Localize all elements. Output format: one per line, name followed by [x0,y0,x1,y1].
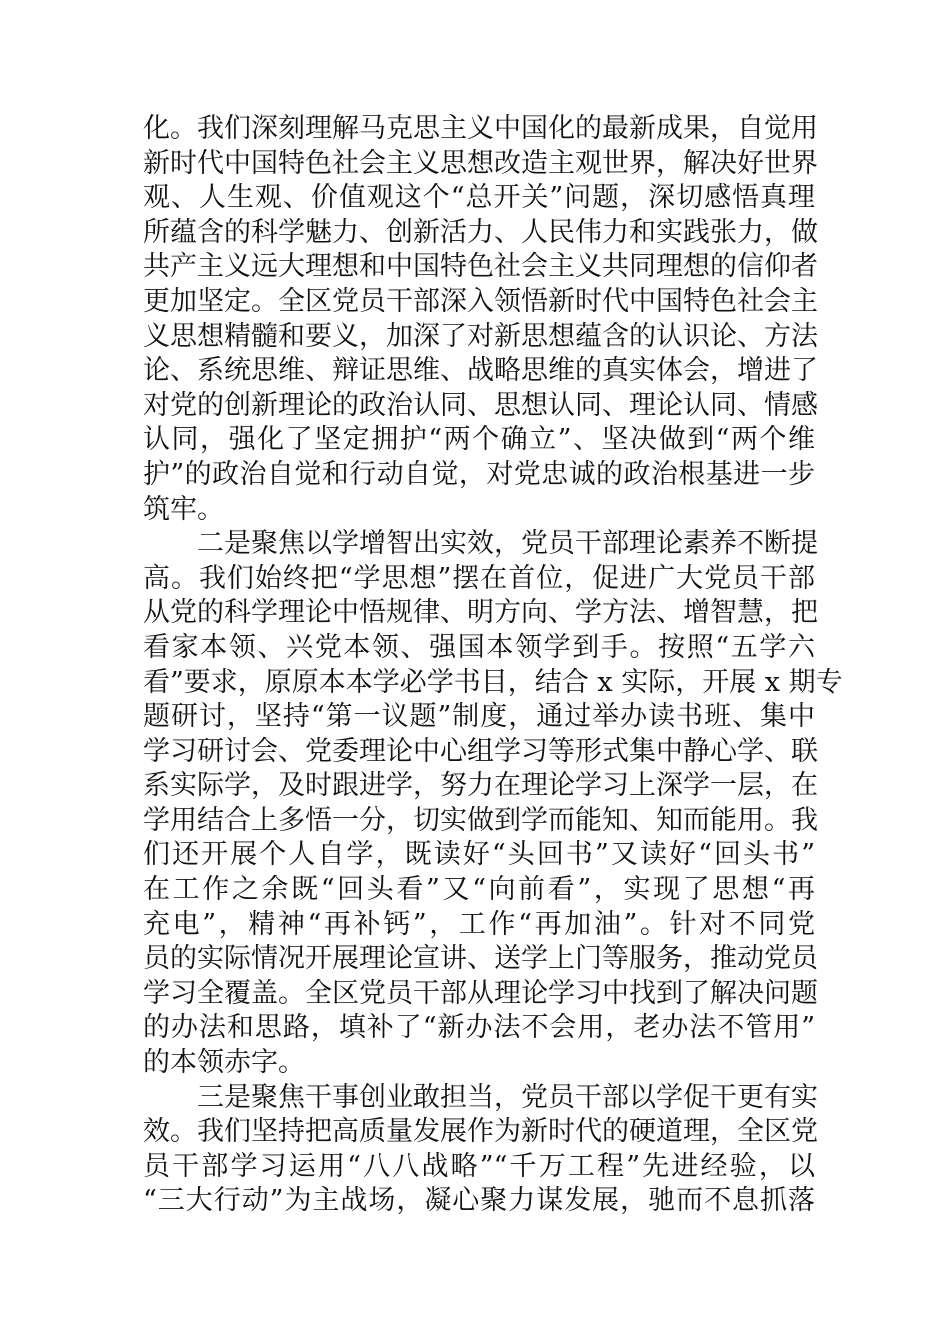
text-line: 义思想精髓和要义，加深了对新思想蕴含的认识论、方法 [143,320,818,352]
text-line: 题研讨，坚持“第一议题”制度，通过举办读书班、集中 [143,701,815,733]
text-line: 们还开展个人自学，既读好“头回书”又读好“回头书” [143,839,815,871]
text-line: 更加坚定。全区党员干部深入领悟新时代中国特色社会主 [143,285,818,317]
text-line: 筑牢。 [143,493,224,525]
text-line: 认同，强化了坚定拥护“两个确立”、坚决做到“两个维 [143,424,815,456]
text-line: 学习研讨会、党委理论中心组学习等形式集中静心学、联 [143,735,818,767]
text-line: 学习全覆盖。全区党员干部从理论学习中找到了解决问题 [143,977,818,1009]
text-line: 员的实际情况开展理论宣讲、送学上门等服务，推动党员 [143,943,818,975]
text-line: 高。我们始终把“学思想”摆在首位，促进广大党员干部 [143,562,815,594]
text-line: “三大行动”为主战场，凝心聚力谋发展，驰而不息抓落 [143,1185,815,1217]
text-line: 共产主义远大理想和中国特色社会主义共同理想的信仰者 [143,251,818,283]
text-line: 在工作之余既“回头看”又“向前看”，实现了思想“再 [143,874,815,906]
text-line: 看”要求，原原本本学必学书目，结合 x 实际，开展 x 期专 [143,666,843,698]
document-body [143,112,843,1219]
text-line: 的办法和思路，填补了“新办法不会用，老办法不管用” [143,1012,815,1044]
text-line: 员干部学习运用“八八战略”“千万工程”先进经验，以 [143,1150,815,1182]
text-line: 充电”，精神“再补钙”，工作“再加油”。针对不同党 [143,908,815,940]
text-line: 二是聚焦以学增智出实效，党员干部理论素养不断提 [197,528,818,560]
text-line: 新时代中国特色社会主义思想改造主观世界，解决好世界 [143,147,818,179]
text-line: 系实际学，及时跟进学，努力在理论学习上深学一层，在 [143,770,818,802]
text-line: 所蕴含的科学魅力、创新活力、人民伟力和实践张力，做 [143,216,818,248]
text-line: 效。我们坚持把高质量发展作为新时代的硬道理，全区党 [143,1116,818,1148]
text-line: 观、人生观、价值观这个“总开关”问题，深切感悟真理 [143,182,815,214]
text-line: 护”的政治自觉和行动自觉，对党忠诚的政治根基进一步 [143,458,815,490]
text-line: 对党的创新理论的政治认同、思想认同、理论认同、情感 [143,389,818,421]
text-line: 从党的科学理论中悟规律、明方向、学方法、增智慧，把 [143,597,818,629]
text-line: 学用结合上多悟一分，切实做到学而能知、知而能用。我 [143,804,818,836]
text-line: 论、系统思维、辩证思维、战略思维的真实体会，增进了 [143,355,818,387]
text-line: 化。我们深刻理解马克思主义中国化的最新成果，自觉用 [143,113,818,144]
text-line: 的本领赤字。 [143,1047,305,1079]
text-line: 三是聚焦干事创业敢担当，党员干部以学促干更有实 [197,1081,818,1113]
text-line: 看家本领、兴党本领、强国本领学到手。按照“五学六 [143,631,815,663]
